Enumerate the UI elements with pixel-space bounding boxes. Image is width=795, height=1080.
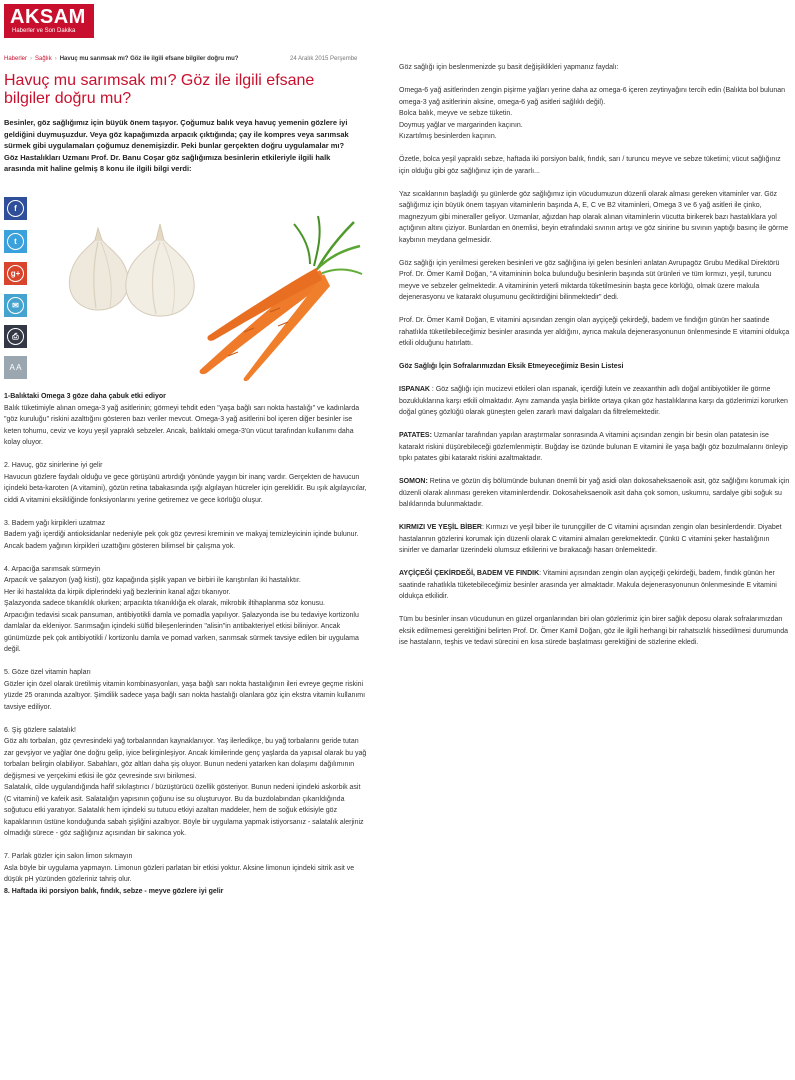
tip-7-body: Asla böyle bir uygulama yapmayın. Limonun gözleri parlatan bir etkisi yoktur. Aksine limonun içindeki sitrik asit ve düşük pH yüzünden gözleriniz tahriş olur.	[4, 864, 355, 883]
tip-3	[4, 518, 369, 553]
food-item-term: AYÇİÇEĞİ ÇEKİRDEĞİ, BADEM VE FINDIK	[399, 570, 540, 577]
tip-1-title: 1-Balıktaki Omega 3 göze daha çabuk etki ediyor	[4, 393, 166, 400]
share-google-plus-button[interactable]	[4, 262, 27, 285]
food-item-text: Retina ve gözün diş bölümünde bulunan önemli bir yağ asidi olan dokosaheksaenoik asit, göz sağlığını korumak için düzenli olarak alınması gereken vitaminlerdendir. Dokosaheksaenoik asit daha çok somon, uskumru, sardalye gibi soğuk su balıklarında bulunmaktadır.	[399, 478, 790, 508]
diet-tips	[399, 85, 791, 143]
logo-text: AKSAM	[10, 6, 86, 28]
diet-tip: Doymuş yağlar ve margarinden kaçının.	[399, 121, 523, 129]
article-title: Havuç mu sarımsak mı? Göz ile ilgili efsane bilgiler doğru mu?	[4, 72, 315, 107]
article-body-right	[399, 62, 791, 660]
tip-1	[4, 391, 369, 449]
dogan-vitamin-e-paragraph: Prof. Dr. Ömer Kamil Doğan, E vitamini açısından zengin olan ayçiçeği çekirdeği, badem ve fındığın günün her saatinde rahatlıkla tüketilebileceğimiz besinler arasında yer aldığını, ayrıca makula dejenerasyonunun önlenmesinde E vitamini oldukça etkili olduğunu hatırlattı.	[399, 317, 790, 347]
twitter-icon: t	[7, 233, 24, 250]
food-item-potato	[399, 430, 791, 465]
tip-6-title: 6. Şiş gözlere salatalık!	[4, 726, 76, 734]
tip-4-line-4: Arpacığın tedavisi sıcak pansuman, antibiyotikli damla ve pomadla yapılıyor. Şalazyonda ise bu tedaviye kortizonlu damlalar da ekleniyor. Sarımsağın içindeki sülfid bileşenlerinden "alisin"in antibakteriyel etkisi biliniyor. Ancak günümüzde pek çok antibiyotikli / kortizonlu damla ve pomad varken, sarımsak sürmek tavsiye edilen bir uygulama değil.	[4, 611, 359, 653]
food-item-term: SOMON:	[399, 478, 428, 485]
breadcrumb	[4, 56, 238, 62]
food-list-heading: Göz Sağlığı İçin Sofralarımızdan Eksik Etmeyeceğimiz Besin Listesi	[399, 363, 624, 370]
garlic-bulb-left	[69, 228, 128, 310]
closing-paragraph: Tüm bu besinler insan vücudunun en güzel organlarından biri olan gözlerimiz için birer sağlık deposu olarak sofralarımızdan eksik edilmemesi gerektiğini belirten Prof. Dr. Ömer Kamil Doğan, göz ile ilgili herhangi bir rahatsızlık hissedilmesi durumunda ise hastaların, teşhis ve tedavi sürecini en kısa sürede başlatması gerektiğini de sözlerine ekledi.	[399, 616, 789, 646]
diet-tip: Kızartılmış besinlerden kaçının.	[399, 133, 497, 140]
article-lead: Besinler, göz sağlığımız için büyük önem taşıyor. Çoğumuz balık veya havuç yemenin gözlere iyi geldiğini duymuşuzdur. Veya göz kapağımızda arpacık çıktığında; çay ile kompres veya sarımsak sürmek gibi uygulamaları çoğumuz denemişizdir. Peki bunlar gerçekten doğru uygulamalar mı? Göz Hastalıkları Uzmanı Prof. Dr. Banu Coşar göz sağlığımıza besinlerin etkileriyle ilgili halk arasında mit haline gelmiş 8 konu ile ilgili bilgi verdi:	[4, 118, 349, 173]
tip-4-line-2: Her iki hastalıkta da kirpik diplerindeki yağ bezlerinin kanal ağzı tıkanıyor.	[4, 588, 231, 596]
logo-tagline: Haberler ve Son Dakika	[12, 28, 76, 34]
diet-tip: Bolca balık, meyve ve sebze tüketin.	[399, 110, 513, 117]
tip-2-title: 2. Havuç, göz sinirlerine iyi gelir	[4, 462, 103, 469]
article-body-left	[4, 391, 369, 897]
tip-6-line-2: Salatalık, cilde uygulandığında hafif sıkılaştırıcı / büzüştürücü özellik gösteriyor. Bunun nedeni içindeki askorbik asit (C vitamini) ve kafeik asit. Salatalığın yapısının çoğunu ise su oluşturuyor. Bu da buzdolabından çıkarıldığında soğutucu etki yaratıyor. Salatalık hem içindeki su tutucu etkiyi azaltan maddeler, hem de soğuk etkisiyle göz kapaklarının üstüne konduğunda sabah şişliğini azaltıyor. Böyle bir uygulama yapmak istiyorsanız - salatalık alerjiniz olmadığı sürece - göz sağlığınız açısından bir sakınca yok.	[4, 784, 364, 837]
tip-5	[4, 667, 369, 713]
google-plus-icon: g+	[7, 265, 24, 282]
tip-2-body: Havucun gözlere faydalı olduğu ve gece görüşünü artırdığı yönünde yaygın bir inanç vardır. Gerçekten de havucun içindeki beta-karoten (A vitamini), gözün retina tabakasında ışığı algılayan hücreler için gereklidir. Bu ışık algılayıcılar, ciddi A vitamini eksikliğinde fonksiyonlarını yerine getiremez ve gece körlüğü oluşur.	[4, 473, 367, 504]
food-item-sep: :	[539, 570, 544, 577]
breadcrumb-current: Havuç mu sarımsak mı? Göz ile ilgili efsane bilgiler doğru mu?	[59, 56, 239, 62]
facebook-icon: f	[7, 200, 24, 217]
breadcrumb-separator: ›	[30, 56, 33, 62]
share-twitter-button[interactable]	[4, 230, 27, 253]
tip-3-title: 3. Badem yağı kirpikleri uzatmaz	[4, 519, 106, 527]
tip-4	[4, 564, 369, 656]
breadcrumb-separator: ›	[54, 56, 57, 62]
tip-6	[4, 725, 369, 840]
font-size-toggle[interactable]: A A	[4, 356, 27, 379]
tip-1-body: Balık tüketimiyle alınan omega-3 yağ asitlerinin; görmeyi tehdit eden "yaşa bağlı sarı nokta hastalığı" ve kadınlarda "göz kuruluğu" riskini azalttığını gösteren bazı veriler mevcut. Omega-3 yağ asitlerini bol içeren diğer besinler ise keten tohumu, ceviz ve koyu yeşil yapraklı sebzeler. Ancak, balıktaki omega-3'ün vücut tarafından kullanımı daha kolay oluyor.	[4, 404, 360, 446]
food-item-nuts	[399, 568, 791, 603]
carrot-greens	[294, 216, 362, 274]
food-item-term: ISPANAK	[399, 386, 430, 393]
breadcrumb-home-link[interactable]: Haberler	[4, 56, 28, 62]
summary-paragraph: Özetle, bolca yeşil yapraklı sebze, haftada iki porsiyon balık, fındık, sarı / turuncu meyve ve sebze tüketimi; vücut sağlığınız için olduğu gibi göz sağlığınız için de yararlı...	[399, 156, 781, 175]
food-item-text: Göz sağlığı için mucizevi etkileri olan ıspanak, içerdiği lutein ve zeaxanthin adlı doğal antibiyotikler ile görme bozukluklarına karşı etkili olmaktadır. Aynı zamanda yaşla birlikte ortaya çıkan göz hastalıklarına karşı da gözlerimizi korurken doğal güneş gözlüğü olarak güneşten gelen zararlı mavi dalgaları da filtrelemektedir.	[399, 386, 788, 416]
article-date: 24 Aralık 2015 Perşembe	[290, 56, 358, 62]
tip-4-title: 4. Arpacığa sarımsak sürmeyin	[4, 565, 101, 573]
tip-2	[4, 460, 369, 506]
tip-4-line-1: Arpacık ve şalazyon (yağ kisti), göz kapağında şişlik yapan ve birbiri ile karıştırılan iki hastalıktır.	[4, 577, 301, 584]
breadcrumb-category-link[interactable]: Sağlık	[35, 56, 52, 62]
food-item-text: Vitamini açısından zengin olan ayçiçeği çekirdeği, badem, fındık günün her saatinde rahatlıkla tüketebileceğimiz besinler arasında yer almaktadır. Makula dejenerasyonunun önlenmesinde E vitamini oldukça etkilidir.	[399, 570, 777, 600]
article-image	[48, 210, 364, 382]
tip-7-title: 7. Parlak gözler için sakın limon sıkmayın	[4, 853, 133, 860]
food-item-term: PATATES:	[399, 432, 432, 439]
diet-tip: Omega-6 yağ asitlerinden zengin pişirme yağları yerine daha az omega-6 içeren zeytinyağını tercih edin (Balıkta bol bulunan omega-3 yağ asitlerinin aksine, omega-6 yağ asitleri sağlıklı değil).	[399, 87, 785, 106]
diet-intro: Göz sağlığı için beslenmenizde şu basit değişiklikleri yapmanız faydalı:	[399, 64, 619, 71]
tip-3-body: Badem yağı içerdiği antioksidanlar nedeniyle pek çok göz çevresi kreminin ve makyaj temizleyicinin içinde bulunur. Ancak badem yağının kirpikleri uzattığını gösteren bilimsel bir çalışma yok.	[4, 531, 359, 550]
garlic-bulb-right	[126, 224, 194, 316]
tip-7	[4, 851, 369, 897]
tip-5-title: 5. Göze özel vitamin hapları	[4, 669, 91, 676]
print-icon: ⎙	[7, 328, 24, 345]
summer-vitamins-paragraph: Yaz sıcaklarının başladığı şu günlerde göz sağlığımız için vücudumuzun düzenli olarak alması gereken vitaminler var. Göz sağlığımız için büyük önem taşıyan vitaminlerin başında A, E, C ve B2 vitaminleri, Omega 3 ve 6 yağ asitleri ile çinko, magnezyum gibi mineraller geliyor. Uzmanlar, ağızdan hap olarak alınan vitaminlerin vücutta birikerek bazı hastalıklara yol açtığının altını çiziyor. Bunlardan en önemlisi, beyin etrafındaki sıvının artışı ve göz sinirine bu sıvının yaptığı basınç ile görme kaybının meydana gelmesidir.	[399, 190, 789, 244]
carrots	[200, 268, 330, 381]
print-button[interactable]	[4, 325, 27, 348]
site-logo[interactable]	[4, 4, 94, 38]
food-item-term: KIRMIZI VE YEŞİL BİBER	[399, 524, 482, 531]
food-item-spinach	[399, 384, 791, 419]
food-item-pepper	[399, 522, 791, 557]
dogan-quote-paragraph: Göz sağlığı için yenilmesi gereken besinleri ve göz sağlığına iyi gelen besinleri anlatan Avrupagöz Grubu Medikal Direktörü Prof. Dr. Ömer Kamil Doğan, "A vitamininin bolca bulunduğu besinlerin başında süt ürünleri ve tüm kırmızı, yeşil, turuncu meyve ve sebzeler gelmektedir. A vitamininin yeterli miktarda tüketilmesinin başta gece körlüğü, olmak üzere makula dejenerasyonu ve katarakt oluşumunu geciktirdiğini bilinmektedir" dedi.	[399, 259, 780, 301]
tip-5-body: Gözler için özel olarak üretilmiş vitamin kombinasyonları, yaşa bağlı sarı nokta hastalığının ileri evreye geçme riskini yüzde 25 oranında azaltıyor. Şimdilik sadece yaşa bağlı sarı nokta hastalığı olanlara göz için ekstra vitamin kullanımı tavsiye ediliyor.	[4, 680, 366, 711]
tip-4-line-3: Şalazyonda sadece tıkanıklık olurken; arpacıkta tıkanıklığa ek olarak, mikrobik iltihaplanma söz konusu.	[4, 600, 325, 607]
share-mail-button[interactable]	[4, 294, 27, 317]
share-facebook-button[interactable]	[4, 197, 27, 220]
food-item-text: Kırmızı ve yeşil biber ile turunçgiller de C vitamini açısından zengin olan besinlerdendir. Diyabet hastalarının gözlerini korumak için düzenli olarak C vitamini almaları gerekmektedir. Çünkü C vitamini şeker hastalığının sinirler ve damarlar üzerindeki olumsuz etkilerini ve bırakacağı hasarı önlemektedir.	[399, 524, 782, 554]
food-item-sep: :	[481, 524, 486, 531]
food-item-salmon	[399, 476, 791, 511]
mail-icon: ✉	[7, 297, 24, 314]
tip-8-title: 8. Haftada iki porsiyon balık, fındık, sebze - meyve gözlere iyi gelir	[4, 887, 224, 895]
tip-6-line-1: Göz altı torbaları, göz çevresindeki yağ torbalarından kaynaklanıyor. Yaş ilerledikçe, bu yağ torbalarını geride tutan zar gevşiyor ve yağlar öne doğru gelip, iyice belirginleşiyor. Ancak kimilerinde genç yaşlarda da yapısal olarak bu yağ torbaları belirgin olabiliyor. Sabahları, göz altları daha şiş oluyor. Bunun nedeni yatarken kan dolaşımı dağılımının değişmesi ve yerçekimi etkisi ile göz çevresinde sıvı birikmesi.	[4, 738, 367, 780]
food-item-sep: :	[429, 386, 436, 393]
food-item-text: Uzmanlar tarafından yapılan araştırmalar sonrasında A vitamini açısından zengin bir besin olan patatesin ise katarakt riskini düşürebileceği gözlemlenmiştir. Buğday ise özünde bulunan E vitamini ile yaşa bağlı göz bozulmalarını önleyip tıpkı patates gibi katarakt riskini azaltmaktadır.	[399, 432, 788, 462]
